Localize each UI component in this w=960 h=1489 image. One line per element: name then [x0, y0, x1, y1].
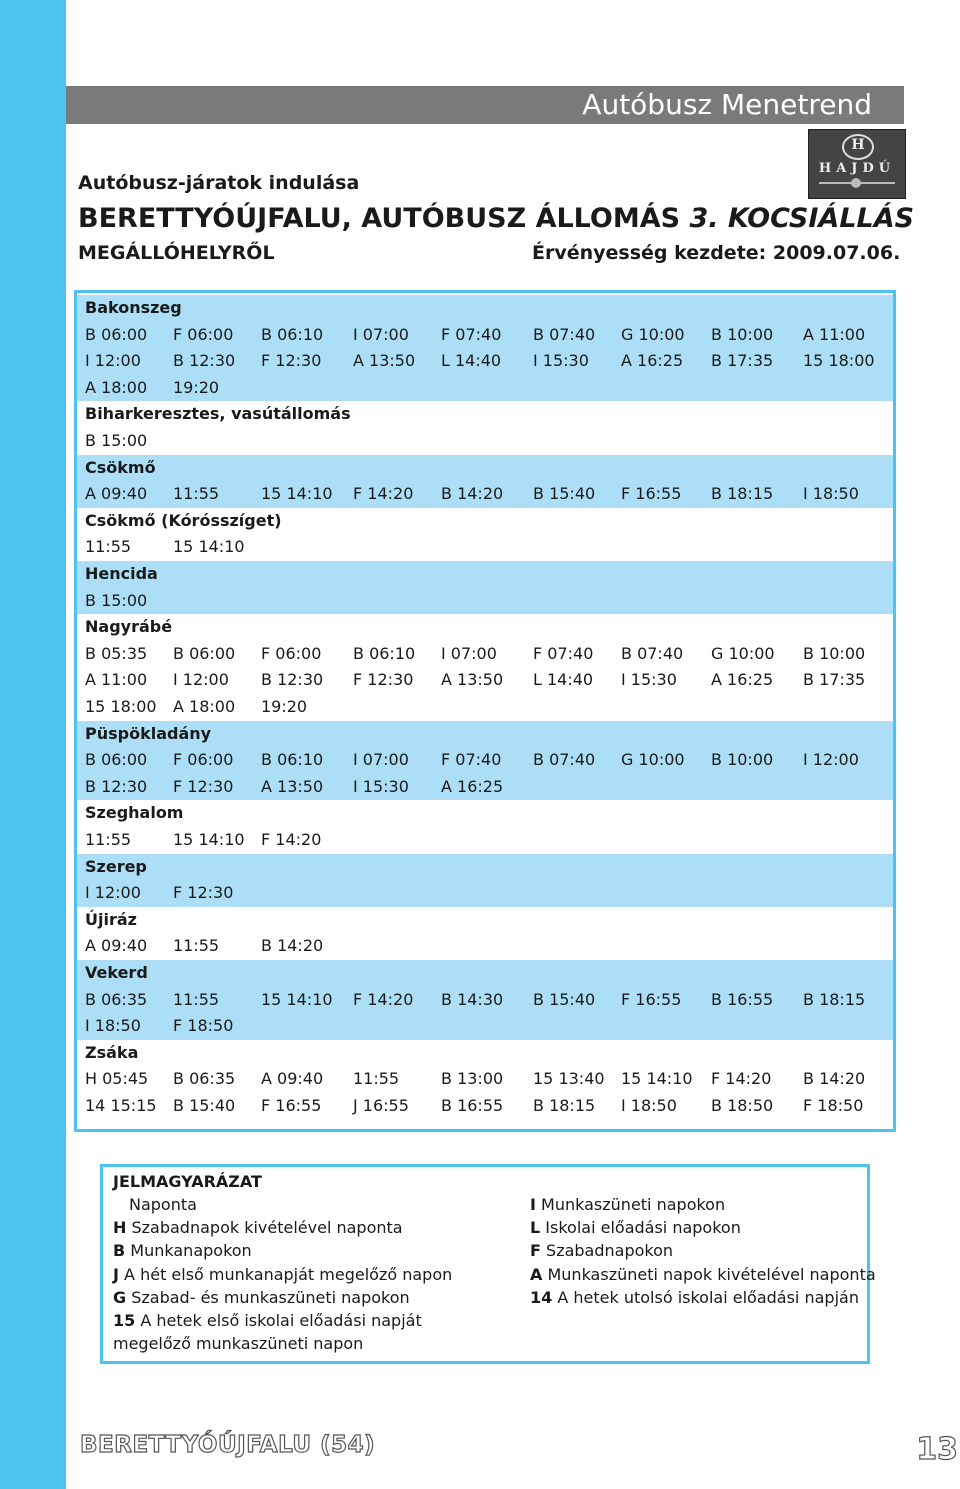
legend-text: Szabad- és munkaszüneti napokon — [131, 1287, 410, 1307]
legend-key: B — [113, 1241, 126, 1261]
departure-time: A 09:40 — [85, 936, 148, 956]
legend-title: JELMAGYARÁZAT — [113, 1172, 262, 1191]
header-bar — [66, 86, 904, 124]
legend-key: J — [113, 1264, 119, 1284]
departure-time: F 18:50 — [803, 1096, 864, 1115]
destination-row — [77, 401, 893, 428]
departure-time: 11:55 — [173, 484, 220, 504]
departure-time: I 12:00 — [803, 750, 859, 770]
departure-time: F 12:30 — [173, 883, 234, 903]
departure-time: B 12:30 — [85, 776, 148, 796]
departure-times-row — [77, 375, 893, 402]
departure-times-row — [77, 428, 893, 455]
departure-time: I 15:30 — [621, 670, 677, 690]
departure-time: B 14:20 — [803, 1069, 866, 1089]
departure-time: B 06:35 — [85, 989, 148, 1009]
departure-times-row — [77, 667, 893, 694]
legend-key: A — [530, 1264, 543, 1284]
departure-times-row — [77, 322, 893, 349]
departure-time: B 15:00 — [85, 590, 148, 610]
departure-time: B 18:15 — [803, 989, 866, 1009]
departure-time: 11:55 — [353, 1069, 400, 1089]
departure-time: L 14:40 — [441, 351, 502, 371]
departure-time: B 06:00 — [173, 643, 236, 663]
departure-times-row — [77, 694, 893, 721]
departure-time: 11:55 — [85, 830, 132, 849]
destination-row — [77, 800, 893, 827]
legend-text: Szabadnapokon — [546, 1241, 674, 1261]
departure-time: B 05:35 — [85, 643, 148, 663]
departure-time: F 16:55 — [621, 989, 682, 1009]
destination-row — [77, 295, 893, 322]
departure-time: B 06:00 — [85, 750, 148, 770]
legend-text: A hetek utolsó iskolai előadási napján — [557, 1287, 859, 1307]
departure-time: I 07:00 — [353, 750, 409, 770]
departure-time: B 18:15 — [711, 484, 774, 504]
departure-times-row — [77, 1013, 893, 1040]
destination-row — [77, 907, 893, 934]
legend-text: Munkanapokon — [130, 1241, 252, 1261]
legend-key: L — [530, 1218, 541, 1238]
departure-times-row — [77, 880, 893, 907]
departure-time: 15 14:10 — [173, 830, 245, 849]
departure-time: A 13:50 — [261, 776, 324, 796]
departure-time: I 18:50 — [621, 1096, 677, 1115]
departure-time: 19:20 — [173, 377, 220, 397]
departure-time: I 15:30 — [533, 351, 589, 371]
destination-row — [77, 960, 893, 987]
departure-time: B 10:00 — [711, 750, 774, 770]
departure-time: B 14:20 — [441, 484, 504, 504]
departure-time: I 07:00 — [441, 643, 497, 663]
departure-time: F 12:30 — [173, 776, 234, 796]
departure-time: 15 14:10 — [261, 989, 333, 1009]
departure-times-row — [77, 481, 893, 508]
departure-time: B 15:40 — [533, 484, 596, 504]
departure-time: B 06:10 — [353, 643, 416, 663]
destination-name: Újiráz — [85, 909, 137, 929]
legend-text: Szabadnapok kivételével naponta — [131, 1218, 403, 1238]
footer-city: BERETTYÓÚJFALU (54) — [80, 1432, 376, 1458]
departure-time: F 06:00 — [261, 643, 322, 663]
legend-item — [113, 1288, 410, 1307]
departure-time: B 15:40 — [533, 989, 596, 1009]
legend-item — [113, 1241, 252, 1260]
departure-times-row — [77, 641, 893, 668]
departure-time: B 16:55 — [711, 989, 774, 1009]
departure-time: H 05:45 — [85, 1069, 149, 1089]
legend-item — [530, 1241, 673, 1260]
departure-times-row — [77, 588, 893, 615]
destination-name: Zsáka — [85, 1042, 139, 1062]
departure-time: B 07:40 — [533, 750, 596, 770]
departure-time: A 16:25 — [621, 351, 684, 371]
departure-times-row — [77, 827, 893, 854]
destination-row — [77, 455, 893, 482]
legend-text: megelőző munkaszüneti napon — [113, 1334, 364, 1354]
departure-time: A 13:50 — [353, 351, 416, 371]
destination-name: Hencida — [85, 564, 158, 583]
departure-time: B 06:35 — [173, 1069, 236, 1089]
legend-item — [530, 1288, 859, 1307]
departure-time: B 17:35 — [711, 351, 774, 371]
departure-time: L 14:40 — [533, 670, 594, 690]
departure-time: 15 14:10 — [261, 484, 333, 504]
destination-name: Vekerd — [85, 963, 148, 982]
departure-time: B 10:00 — [711, 324, 774, 344]
departure-time: G 10:00 — [621, 750, 685, 770]
departure-times-row — [77, 1093, 893, 1120]
departure-time: A 16:25 — [441, 776, 504, 796]
departure-time: 11:55 — [173, 936, 220, 956]
legend-item — [530, 1218, 741, 1237]
destination-name: Bakonszeg — [85, 298, 182, 317]
destination-name: Püspökladány — [85, 723, 212, 743]
legend-text: Naponta — [129, 1195, 197, 1214]
legend-text: Iskolai előadási napokon — [545, 1218, 741, 1238]
departure-time: A 09:40 — [85, 484, 148, 504]
legend-text: Munkaszüneti napokon — [541, 1195, 726, 1214]
departure-time: A 09:40 — [261, 1069, 324, 1089]
departure-time: B 18:50 — [711, 1096, 774, 1115]
legend-key: G — [113, 1287, 127, 1307]
legend-key: H — [113, 1218, 127, 1238]
departure-time: B 16:55 — [441, 1096, 504, 1115]
departure-time: A 16:25 — [711, 670, 774, 690]
page-title: Autóbusz Menetrend — [582, 88, 872, 121]
departure-times-row — [77, 747, 893, 774]
destination-name: Csökmő (Kórósszíget) — [85, 510, 282, 530]
departure-time: A 11:00 — [803, 324, 866, 344]
departure-time: J 16:55 — [353, 1096, 409, 1115]
departure-time: 15 13:40 — [533, 1069, 605, 1089]
departure-time: A 13:50 — [441, 670, 504, 690]
departure-time: I 15:30 — [353, 776, 409, 796]
departure-time: F 14:20 — [711, 1069, 772, 1089]
departure-time: B 12:30 — [261, 670, 324, 690]
logo-dot — [851, 178, 861, 188]
departure-time: G 10:00 — [621, 324, 685, 344]
departure-time: F 16:55 — [621, 484, 682, 504]
destination-row — [77, 1040, 893, 1067]
destination-name: Csökmő — [85, 457, 156, 477]
page-number: 13 — [916, 1432, 958, 1467]
departure-time: B 15:00 — [85, 431, 148, 450]
legend-item — [113, 1311, 422, 1330]
legend-key: 15 — [113, 1311, 136, 1330]
destination-row — [77, 854, 893, 881]
departure-time: F 12:30 — [353, 670, 414, 690]
destination-name: Nagyrábé — [85, 617, 173, 637]
departure-time: A 11:00 — [85, 670, 148, 690]
destination-row — [77, 721, 893, 748]
hajdu-logo — [808, 129, 906, 199]
departure-time: 11:55 — [85, 537, 132, 557]
departure-time: F 14:20 — [353, 484, 414, 504]
legend-key: I — [530, 1195, 536, 1214]
legend-text: A hetek első iskolai előadási napját — [140, 1311, 422, 1330]
logo-word: HAJDÚ — [818, 161, 896, 176]
legend-text: Munkaszüneti napok kivételével naponta — [547, 1264, 876, 1284]
logo-ring-icon: H — [842, 134, 874, 160]
destination-name: Biharkeresztes, vasútállomás — [85, 404, 351, 424]
legend-item — [129, 1195, 197, 1214]
legend-item — [530, 1195, 725, 1214]
timetable — [74, 290, 896, 1132]
departure-time: B 06:10 — [261, 750, 324, 770]
departure-time: 14 15:15 — [85, 1096, 157, 1115]
departure-time: B 07:40 — [621, 643, 684, 663]
legend-item — [113, 1334, 363, 1353]
departure-time: B 14:20 — [261, 936, 324, 956]
departure-time: B 14:30 — [441, 989, 504, 1009]
departure-time: 15 14:10 — [621, 1069, 693, 1089]
departure-time: F 07:40 — [533, 643, 594, 663]
departure-time: I 12:00 — [173, 670, 229, 690]
subtitle: Autóbusz-járatok indulása — [78, 172, 360, 194]
legend-item — [530, 1265, 876, 1284]
departure-time: B 13:00 — [441, 1069, 504, 1089]
destination-row — [77, 508, 893, 535]
validity-date: Érvényesség kezdete: 2009.07.06. — [532, 242, 901, 264]
destination-name: Szerep — [85, 856, 147, 876]
departure-time: 19:20 — [261, 697, 308, 716]
departure-time: F 18:50 — [173, 1016, 234, 1036]
departure-times-row — [77, 933, 893, 960]
departure-time: B 10:00 — [803, 643, 866, 663]
departure-time: I 07:00 — [353, 324, 409, 344]
departure-time: A 18:00 — [85, 377, 148, 397]
departure-time: 11:55 — [173, 989, 220, 1009]
departure-time: F 16:55 — [261, 1096, 322, 1115]
departure-time: 15 18:00 — [803, 351, 875, 371]
legend-key: F — [530, 1241, 541, 1261]
departure-time: B 17:35 — [803, 670, 866, 690]
destination-name: Szeghalom — [85, 803, 184, 823]
destination-row — [77, 614, 893, 641]
departure-time: I 18:50 — [803, 484, 859, 504]
departure-time: A 18:00 — [173, 697, 236, 716]
side-color-strip — [0, 0, 66, 1489]
departure-time: I 18:50 — [85, 1016, 141, 1036]
legend-key: 14 — [530, 1287, 553, 1307]
departure-time: 15 18:00 — [85, 697, 157, 716]
departure-times-row — [77, 774, 893, 801]
departure-time: F 12:30 — [261, 351, 322, 371]
departure-time: B 18:15 — [533, 1096, 596, 1115]
departure-time: F 07:40 — [441, 750, 502, 770]
destination-row — [77, 561, 893, 588]
legend-text: A hét első munkanapját megelőző napon — [124, 1264, 453, 1284]
station-name: BERETTYÓÚJFALU, AUTÓBUSZ ÁLLOMÁS 3. KOCSIÁLLÁS — [78, 203, 915, 234]
departure-time: B 07:40 — [533, 324, 596, 344]
stop-place: MEGÁLLÓHELYRŐL — [78, 242, 275, 264]
departure-times-row — [77, 534, 893, 561]
departure-time: F 06:00 — [173, 750, 234, 770]
departure-times-row — [77, 348, 893, 375]
departure-time: F 14:20 — [353, 989, 414, 1009]
legend-item — [113, 1218, 403, 1237]
departure-times-row — [77, 1066, 893, 1093]
departure-time: G 10:00 — [711, 643, 775, 663]
legend-box — [100, 1164, 876, 1364]
departure-time: F 07:40 — [441, 324, 502, 344]
departure-time: B 15:40 — [173, 1096, 236, 1115]
departure-time: 15 14:10 — [173, 537, 245, 557]
legend-item — [113, 1265, 452, 1284]
departure-time: F 06:00 — [173, 324, 234, 344]
departure-times-row — [77, 987, 893, 1014]
departure-time: I 12:00 — [85, 883, 141, 903]
departure-time: B 12:30 — [173, 351, 236, 371]
departure-time: I 12:00 — [85, 351, 141, 371]
departure-time: F 14:20 — [261, 830, 322, 849]
departure-time: B 06:00 — [85, 324, 148, 344]
departure-time: B 06:10 — [261, 324, 324, 344]
